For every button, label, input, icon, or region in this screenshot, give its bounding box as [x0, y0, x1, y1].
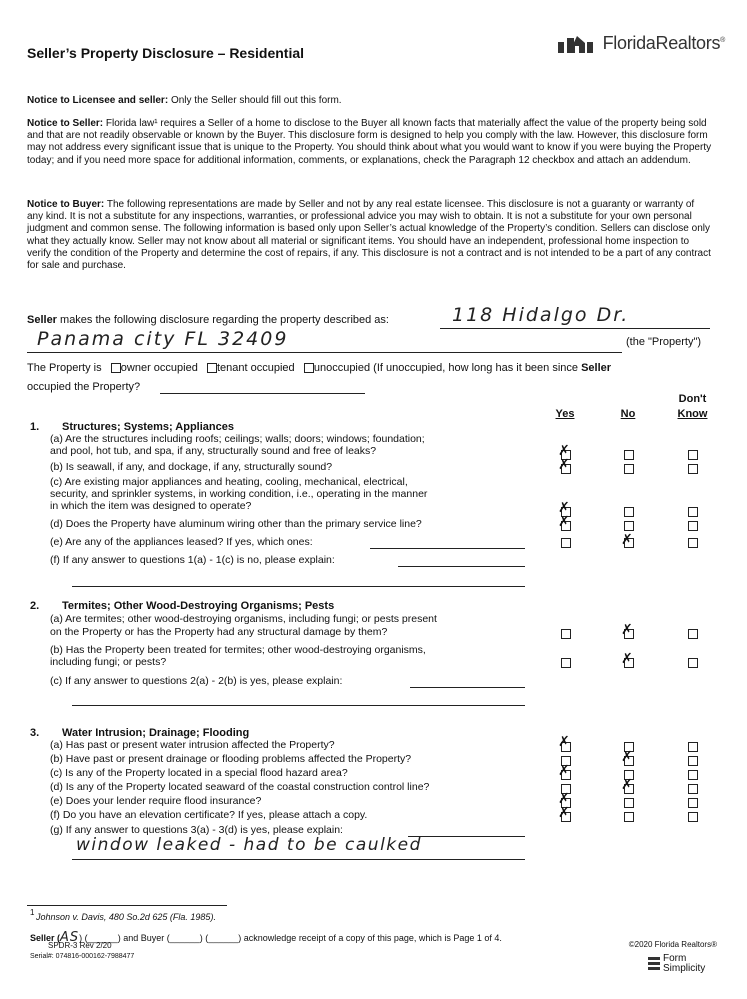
question-1c-line1: (c) Are existing major appliances and heating, cooling, mechanical, electrical,: [50, 476, 408, 488]
q2a-no-mark: ✗: [621, 622, 633, 638]
serial-number: Serial#: 074816-000162-7988477: [30, 953, 135, 960]
occupied-duration-field[interactable]: [160, 380, 365, 394]
q1d-dontknow-checkbox[interactable]: [688, 521, 698, 531]
question-2a-line2: on the Property or has the Property had any structural damage by them?: [50, 626, 388, 638]
q3d-dontknow-checkbox[interactable]: [688, 784, 698, 794]
footnote-divider: [27, 905, 227, 906]
logo-text: FloridaRealtors: [602, 33, 721, 53]
q1b-yes-mark: ✗: [558, 457, 570, 473]
q3b-dontknow-checkbox[interactable]: [688, 756, 698, 766]
q1e-dontknow-checkbox[interactable]: [688, 538, 698, 548]
question-2c: (c) If any answer to questions 2(a) - 2(b) is yes, please explain:: [50, 675, 343, 687]
explain-1-field-a[interactable]: [398, 554, 525, 567]
q3c-dontknow-checkbox[interactable]: [688, 770, 698, 780]
footnote-text: Johnson v. Davis, 480 So.2d 625 (Fla. 1985).: [36, 912, 216, 922]
question-1e: (e) Are any of the appliances leased? If yes, which ones:: [50, 536, 313, 548]
realtors-house-icon: [557, 34, 599, 54]
form-simplicity-text: Form Simplicity: [663, 953, 706, 974]
question-1b: (b) Is seawall, if any, and dockage, if any, structurally sound?: [50, 461, 333, 473]
question-1c-line2: security, and sprinkler systems, in working condition, i.e., operating in the manner: [50, 488, 428, 500]
leased-appliances-field[interactable]: [370, 536, 525, 549]
q1b-no-checkbox[interactable]: [624, 464, 634, 474]
question-1a-line1: (a) Are the structures including roofs; ceilings; walls; doors; windows; foundation;: [50, 433, 425, 445]
section-1-title: Structures; Systems; Appliances: [62, 421, 234, 433]
q2b-no-mark: ✗: [621, 651, 633, 667]
owner-occupied-checkbox[interactable]: [111, 363, 121, 373]
question-1a-line2: and pool, hot tub, and spa, if any, structurally sound and free of leaks?: [50, 445, 377, 457]
q1d-yes-mark: ✗: [558, 514, 570, 530]
explain-3-field-a[interactable]: [408, 824, 525, 837]
q2a-yes-checkbox[interactable]: [561, 629, 571, 639]
q3e-yes-mark: ✗: [558, 791, 570, 807]
question-1f: (f) If any answer to questions 1(a) - 1(c) is no, please explain:: [50, 554, 335, 566]
q1c-no-checkbox[interactable]: [624, 507, 634, 517]
florida-realtors-logo: FloridaRealtors®: [557, 33, 725, 54]
occupied-question: occupied the Property?: [27, 381, 141, 393]
seller-initials[interactable]: AS: [60, 930, 80, 945]
explain-2-field-a[interactable]: [410, 675, 525, 688]
yes-column-header: Yes: [555, 408, 575, 420]
question-2b-line1: (b) Has the Property been treated for termites; other wood-destroying organisms,: [50, 644, 426, 656]
notice-buyer: Notice to Buyer: The following representations are made by Seller and not by any real estate licensee. This disclosure is not a guaranty or warranty of any kind. It is not a substitute for any inspections, warranties, or professional advice you may wish to obtain. It is not a substitute for your own personal judgment and common sense. The following information is based only upon Seller’s actual knowledge of the Property’s condition. Sellers can disclose only what they actually know. Seller may not know about all material or significant items. You should have an independent, professional home inspection to verify the condition of the Property and determine the cost of repairs, if any. This disclosure is not a contract and is not intended to be a part of any contract for sale and purchase.: [27, 199, 711, 272]
question-3f: (f) Do you have an elevation certificate? If yes, please attach a copy.: [50, 809, 368, 821]
form-simplicity-icon: [648, 957, 660, 971]
q3e-no-checkbox[interactable]: [624, 798, 634, 808]
question-3d: (d) Is any of the Property located seaward of the coastal construction control line?: [50, 781, 430, 793]
section-2-title: Termites; Other Wood-Destroying Organisms; Pests: [62, 600, 335, 612]
q3e-dontknow-checkbox[interactable]: [688, 798, 698, 808]
form-simplicity-logo: [648, 954, 711, 974]
q2b-yes-checkbox[interactable]: [561, 658, 571, 668]
form-id: SPDR-3 Rev 2/20: [48, 941, 112, 950]
address-handwriting-1: 118 Hidalgo Dr.: [452, 304, 630, 326]
q3a-dontknow-checkbox[interactable]: [688, 742, 698, 752]
q3d-no-mark: ✗: [621, 777, 633, 793]
q2a-dontknow-checkbox[interactable]: [688, 629, 698, 639]
q1c-dontknow-checkbox[interactable]: [688, 507, 698, 517]
copyright: ©2020 Florida Realtors®: [628, 940, 717, 949]
property-intro: Seller makes the following disclosure regarding the property described as:: [27, 314, 389, 326]
question-3b: (b) Have past or present drainage or flooding problems affected the Property?: [50, 753, 412, 765]
q1c-yes-mark: ✗: [558, 500, 570, 516]
no-column-header: No: [620, 408, 636, 420]
form-title: Seller’s Property Disclosure – Residential: [27, 45, 305, 61]
question-3e: (e) Does your lender require flood insurance?: [50, 795, 262, 807]
q1a-no-checkbox[interactable]: [624, 450, 634, 460]
q3b-no-mark: ✗: [621, 749, 633, 765]
q1e-no-mark: ✗: [621, 532, 633, 548]
explain-3-handwriting: window leaked - had to be caulked: [76, 835, 422, 855]
question-1c-line3: in which the item was designed to operate?: [50, 500, 252, 512]
q1a-dontknow-checkbox[interactable]: [688, 450, 698, 460]
q1a-yes-mark: ✗: [558, 443, 570, 459]
q1d-no-checkbox[interactable]: [624, 521, 634, 531]
footnote-marker: 1: [30, 908, 35, 917]
question-3c: (c) Is any of the Property located in a special flood hazard area?: [50, 767, 348, 779]
section-2-number: 2.: [30, 600, 40, 612]
acknowledgement-row: Seller (AS) (______) and Buyer (______) (______) acknowledge receipt of a copy of this page, which is Page 1 of 4.: [30, 930, 502, 945]
q1b-dontknow-checkbox[interactable]: [688, 464, 698, 474]
q3f-yes-mark: ✗: [558, 805, 570, 821]
q3f-no-checkbox[interactable]: [624, 812, 634, 822]
address-handwriting-2: Panama city FL 32409: [37, 328, 289, 350]
explain-3-field-b[interactable]: [72, 835, 525, 860]
question-2b-line2: including fungi; or pests?: [50, 656, 167, 668]
question-2a-line1: (a) Are termites; other wood-destroying organisms, including fungi; or pests present: [50, 613, 437, 625]
q1e-yes-checkbox[interactable]: [561, 538, 571, 548]
section-1-number: 1.: [30, 421, 40, 433]
q3f-dontknow-checkbox[interactable]: [688, 812, 698, 822]
q3a-yes-mark: ✗: [558, 734, 570, 750]
section-3-number: 3.: [30, 727, 40, 739]
question-1d: (d) Does the Property have aluminum wiring other than the primary service line?: [50, 518, 422, 530]
dont-know-header-2: Know: [677, 408, 708, 420]
explain-2-field-b[interactable]: [72, 693, 525, 706]
unoccupied-checkbox[interactable]: [304, 363, 314, 373]
question-3a: (a) Has past or present water intrusion affected the Property?: [50, 739, 335, 751]
notice-licensee: Notice to Licensee and seller: Only the Seller should fill out this form.: [27, 95, 342, 106]
question-3g: (g) If any answer to questions 3(a) - 3(d) is yes, please explain:: [50, 824, 343, 836]
section-3-title: Water Intrusion; Drainage; Flooding: [62, 727, 250, 739]
notice-seller: Notice to Seller: Florida law¹ requires a Seller of a home to disclose to the Buyer all known facts that materially affect the value of the property being sold and that are not readily observable or known by the Buyer. This disclosure form is designed to help you comply with the law. However, this disclosure form may not address every significant issue that is unique to the Property. You should think about what you would want to know if you were buying the Property today; and if you need more space for additional information, comments, or explanations, check the Paragraph 12 checkbox and attach an addendum.: [27, 118, 712, 166]
property-suffix: (the "Property"): [626, 336, 702, 348]
occupancy-row: The Property is owner occupied tenant occupied unoccupied (If unoccupied, how long has it been since Seller: [27, 362, 612, 374]
tenant-occupied-checkbox[interactable]: [207, 363, 217, 373]
address-line-1[interactable]: [440, 304, 710, 329]
address-line-2[interactable]: [27, 330, 622, 353]
q2b-dontknow-checkbox[interactable]: [688, 658, 698, 668]
explain-1-field-b[interactable]: [72, 574, 525, 587]
q3c-yes-mark: ✗: [558, 763, 570, 779]
dont-know-header-1: Don't: [678, 393, 707, 405]
